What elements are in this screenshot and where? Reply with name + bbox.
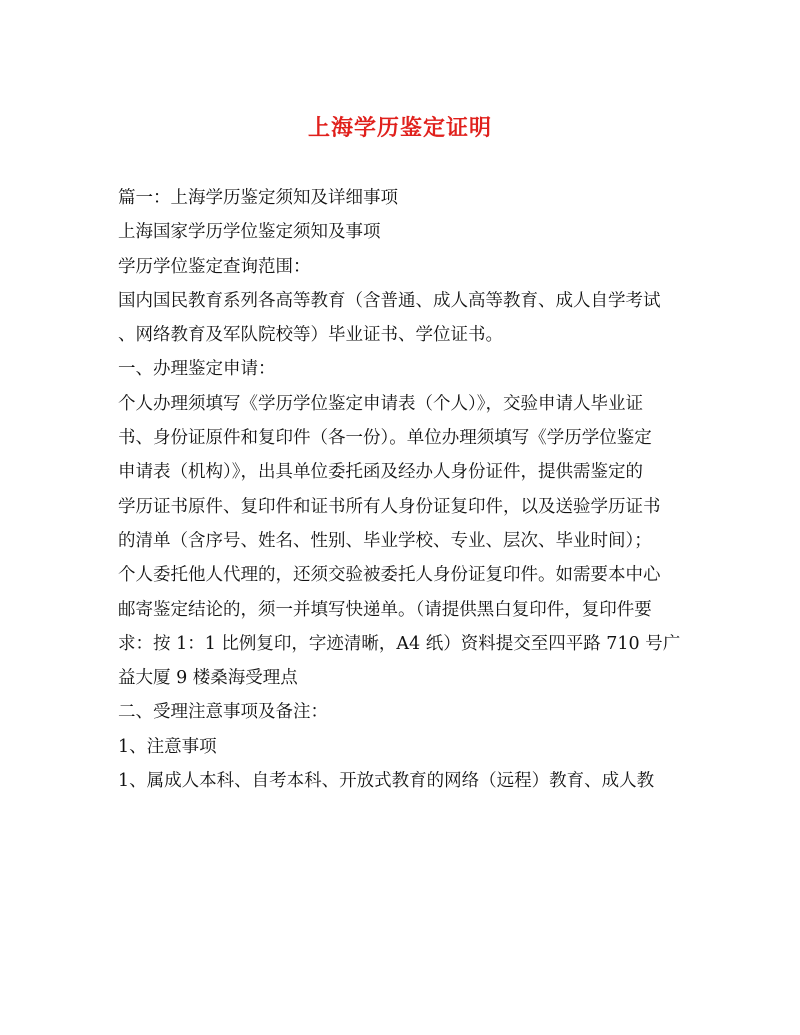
body-line: 1、属成人本科、自考本科、开放式教育的网络（远程）教育、成人教 — [118, 771, 655, 792]
document-body — [118, 181, 692, 798]
body-line: 个人办理须填写《学历学位鉴定申请表（个人）》，交验申请人毕业证 — [118, 393, 643, 414]
body-line: 邮寄鉴定结论的，须一并填写快递单。（请提供黑白复印件，复印件要 — [118, 599, 652, 620]
body-line: 二、受理注意事项及备注： — [118, 702, 328, 723]
body-line: 申请表（机构）》，出具单位委托函及经办人身份证件，提供需鉴定的 — [118, 462, 643, 483]
body-line: 篇一：上海学历鉴定须知及详细事项 — [118, 188, 398, 208]
body-line: 书、身份证原件和复印件（各一份）。单位办理须填写《学历学位鉴定 — [118, 428, 652, 449]
body-line: 的清单（含序号、姓名、性别、毕业学校、专业、层次、毕业时间）； — [118, 530, 652, 551]
body-line: 上海国家学历学位鉴定须知及事项 — [118, 222, 381, 243]
document-title: 上海学历鉴定证明 — [307, 115, 492, 141]
body-line: 个人委托他人代理的，还须交验被委托人身份证复印件。如需要本中心 — [118, 565, 661, 586]
body-line: 学历证书原件、复印件和证书所有人身份证复印件，以及送验学历证书 — [118, 496, 661, 517]
body-line: 国内国民教育系列各高等教育（含普通、成人高等教育、成人自学考试 — [118, 290, 661, 311]
body-line: 益大厦 9 楼桑海受理点 — [118, 668, 298, 689]
body-line: 求：按 1：1 比例复印，字迹清晰，A4 纸）资料提交至四平路 710 号广 — [118, 633, 681, 654]
body-line: 1、注意事项 — [118, 736, 217, 757]
body-line: 一、办理鉴定申请： — [118, 359, 276, 380]
body-line: 、网络教育及军队院校等）毕业证书、学位证书。 — [118, 325, 503, 346]
body-line: 学历学位鉴定查询范围： — [118, 256, 311, 277]
